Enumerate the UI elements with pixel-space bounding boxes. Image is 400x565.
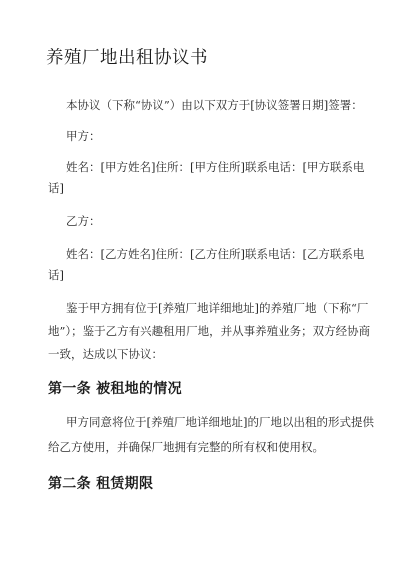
preamble-line2: 地”）；鉴于乙方有兴趣租用厂地，并从事养殖业务；双方经协商: [48, 324, 371, 338]
article2-heading: 第二条 租赁期限: [48, 476, 154, 492]
preamble-line1: 鉴于甲方拥有位于[养殖厂地详细地址]的养殖厂地（下称“厂: [66, 301, 369, 315]
party-b-info-line1: 姓名：[乙方姓名]住所：[乙方住所]联系电话：[乙方联系电: [66, 247, 365, 261]
party-a-label: 甲方：: [66, 129, 101, 143]
party-a-info-line1: 姓名：[甲方姓名]住所：[甲方住所]联系电话：[甲方联系电: [66, 160, 365, 174]
article1-heading: 第一条 被租地的情况: [48, 381, 182, 397]
article1-line1: 甲方同意将位于[养殖厂地详细地址]的厂地以出租的形式提供: [66, 415, 374, 429]
article1-line2: 给乙方使用，并确保厂地拥有完整的所有权和使用权。: [48, 440, 324, 454]
document-title: 养殖厂地出租协议书: [46, 48, 208, 68]
intro-text: 本协议（下称“协议”）由以下双方于[协议签署日期]签署：: [66, 98, 363, 112]
preamble-line3: 一致，达成以下协议：: [48, 347, 163, 361]
party-b-info-line2: 话]: [48, 268, 64, 282]
party-b-label: 乙方：: [66, 214, 101, 228]
party-a-info-line2: 话]: [48, 181, 64, 195]
